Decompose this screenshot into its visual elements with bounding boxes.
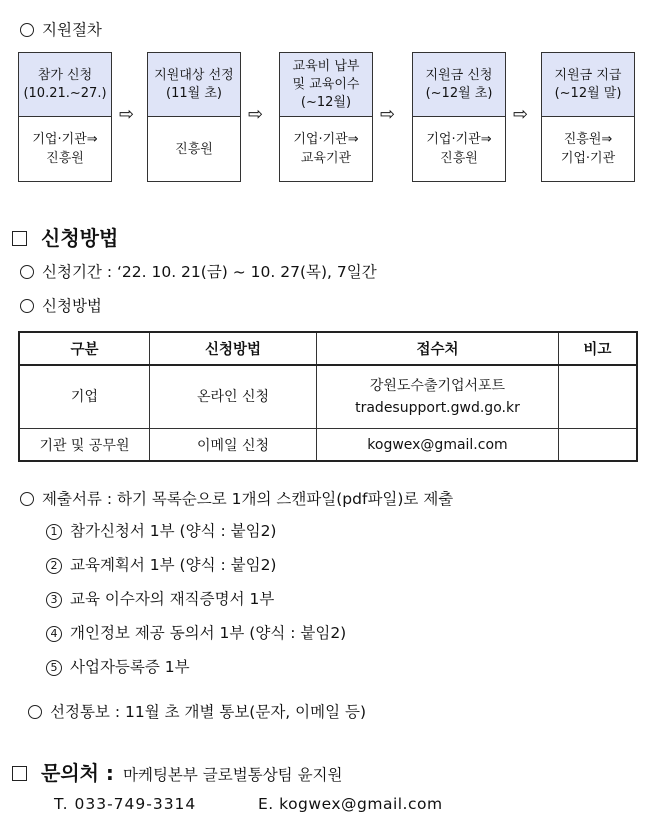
receipt-email[interactable]: kogwex@gmail.com [367,436,508,453]
cell-method: 온라인 신청 [149,365,316,429]
square-bullet-icon [12,231,27,246]
documents-intro: 제출서류 : 하기 목록순으로 1개의 스캔파일(pdf파일)로 제출 [20,487,453,509]
step-title-line: (~12월) [300,94,352,110]
procedure-step [412,52,506,182]
step-title-line: 지원대상 선정 [154,67,234,83]
table-row [19,429,637,462]
step-actor [542,117,634,181]
step-actor [19,117,111,181]
step-actor-line: 교육기관 [300,151,352,166]
document-text: 사업자등록증 1부 [70,658,190,676]
table-row [19,365,637,429]
step-actor-line: 진흥원 [46,151,84,166]
step-actor-line: 진흥원 [440,151,478,166]
table-header-row [19,332,637,365]
arrow-right-icon: ⇨ [380,104,396,125]
procedure-step [279,52,373,182]
cell-category: 기관 및 공무원 [19,429,149,462]
step-actor-line: 기업·기관⇒ [426,132,492,147]
step-title [148,53,240,117]
document-item [46,655,190,677]
step-title-line: (~12월 말) [554,85,622,101]
step-title-line: 및 교육이수 [292,76,360,92]
arrow-right-icon: ⇨ [513,104,529,125]
contact-tel: T. 033-749-3314 [54,795,197,813]
item-number-badge: 3 [46,592,62,608]
document-text: 참가신청서 1부 (양식 : 붙임2) [70,522,277,540]
step-title [542,53,634,117]
method-section-heading: 신청방법 [12,222,118,251]
step-title-line: (11월 초) [166,85,222,101]
header-note: 비고 [558,332,637,365]
application-period: 신청기간 : ‘22. 10. 21(금) ~ 10. 27(목), 7일간 [20,260,377,282]
procedure-step [147,52,241,182]
item-number-badge: 4 [46,626,62,642]
receipt-url[interactable]: tradesupport.gwd.go.kr [355,400,520,416]
step-actor [280,117,372,181]
step-actor-line: 진흥원 [175,141,213,157]
step-title-line: (~12월 초) [425,85,493,101]
cell-method: 이메일 신청 [149,429,316,462]
step-title [280,53,372,117]
circle-bullet-icon [20,265,34,279]
cell-receipt [317,429,559,462]
arrow-right-icon: ⇨ [119,104,135,125]
cell-note [558,365,637,429]
step-title-line: (10.21.~27.) [23,85,107,101]
step-title-line: 교육비 납부 [292,58,360,74]
circle-bullet-icon [20,23,34,37]
step-actor [413,117,505,181]
contact-line [12,757,343,786]
item-number-badge: 2 [46,558,62,574]
square-bullet-icon [12,766,27,781]
cell-note [558,429,637,462]
step-title-line: 지원금 신청 [425,67,493,83]
document-text: 개인정보 제공 동의서 1부 (양식 : 붙임2) [70,624,347,642]
document-item [46,587,274,609]
header-category: 구분 [19,332,149,365]
cell-category: 기업 [19,365,149,429]
procedure-step [18,52,112,182]
circle-bullet-icon [28,705,42,719]
document-text: 교육계획서 1부 (양식 : 붙임2) [70,556,277,574]
step-title [413,53,505,117]
step-title-line: 참가 신청 [37,67,93,83]
cell-receipt [317,365,559,429]
contact-dept: 마케팅본부 글로벌통상팀 윤지원 [123,766,343,784]
contact-heading: 문의처 : [41,761,114,785]
step-actor-line: 기업·기관⇒ [293,132,359,147]
document-item [46,519,276,541]
step-actor-line: 진흥원⇒ [563,132,613,147]
circle-bullet-icon [20,492,34,506]
step-title-line: 지원금 지급 [554,67,622,83]
circle-bullet-icon [20,299,34,313]
procedure-heading: 지원절차 [20,18,102,40]
contact-email[interactable]: E. kogwex@gmail.com [258,795,443,813]
selection-notice: 선정통보 : 11월 초 개별 통보(문자, 이메일 등) [28,700,366,722]
header-receipt: 접수처 [317,332,559,365]
step-actor [148,117,240,181]
arrow-right-icon: ⇨ [248,104,264,125]
step-title [19,53,111,117]
document-item [46,553,276,575]
procedure-step [541,52,635,182]
item-number-badge: 5 [46,660,62,676]
document-item [46,621,346,643]
application-method-table [18,331,638,462]
item-number-badge: 1 [46,524,62,540]
step-actor-line: 기업·기관 [560,151,616,166]
header-method: 신청방법 [149,332,316,365]
method-label: 신청방법 [20,294,102,316]
step-actor-line: 기업·기관⇒ [32,132,98,147]
document-text: 교육 이수자의 재직증명서 1부 [70,590,275,608]
receipt-name: 강원도수출기업서포트 [369,378,506,394]
